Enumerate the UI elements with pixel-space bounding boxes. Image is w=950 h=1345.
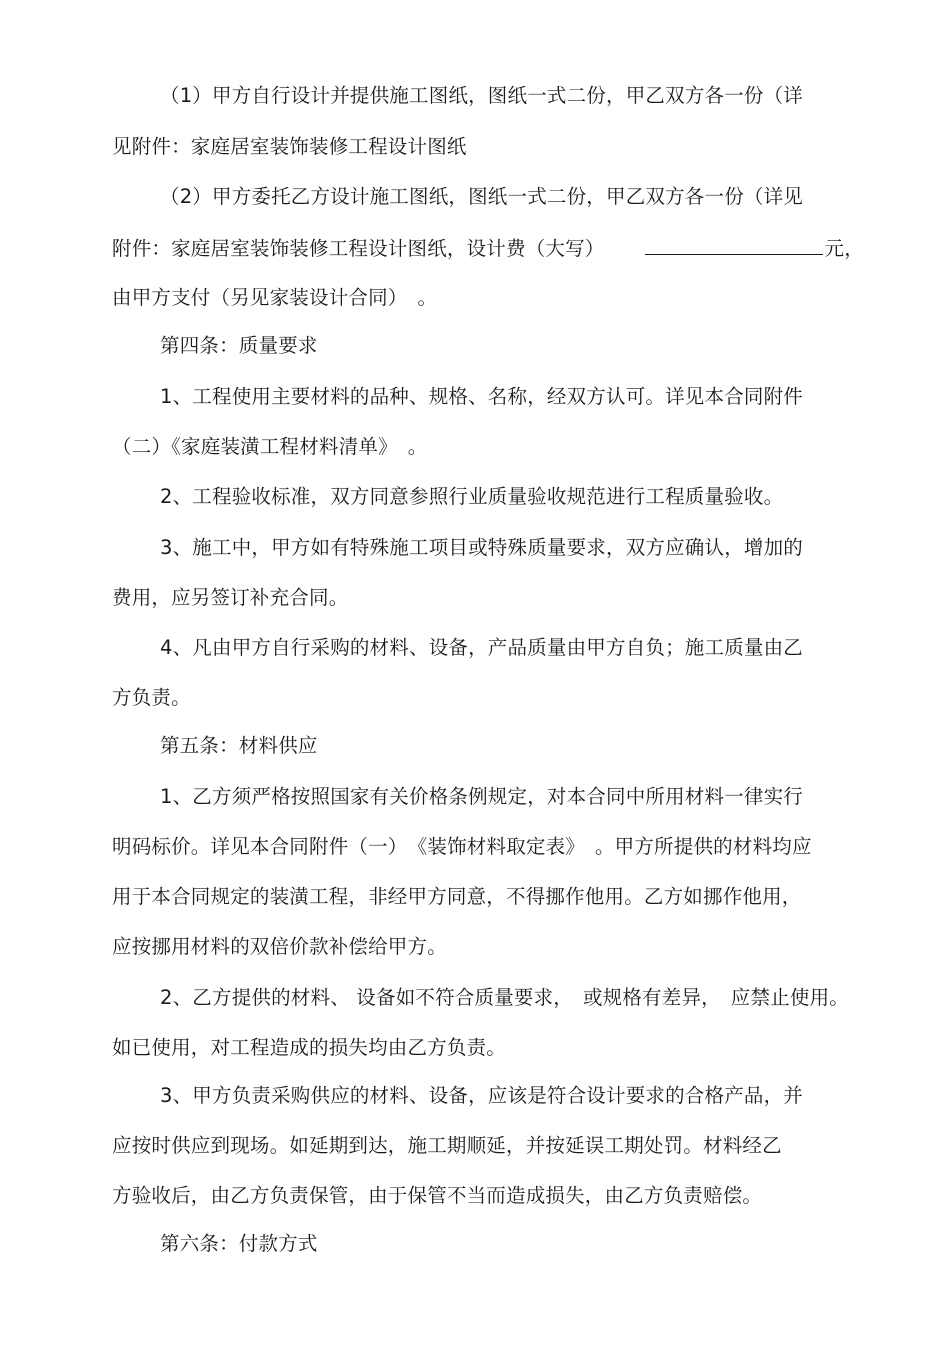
- clause-3-item-1-line-1: （1）甲方自行设计并提供施工图纸，图纸一式二份，甲乙双方各一份（详: [160, 84, 804, 107]
- article-5-item-1-line-2: 明码标价。详见本合同附件（一） 《装饰材料取定表》 。甲方所提供的材料均应: [112, 835, 812, 858]
- clause-3-item-1-line-2: 见附件：家庭居室装饰装修工程设计图纸: [112, 135, 467, 158]
- article-4-heading: 第四条：质量要求: [160, 334, 318, 357]
- article-5-item-1-line-1: 1、乙方须严格按照国家有关价格条例规定，对本合同中所用材料一律实行: [160, 785, 804, 808]
- article-5-item-2-line-2: 如已使用，对工程造成的损失均由乙方负责。: [112, 1036, 507, 1059]
- design-fee-blank: [645, 234, 823, 255]
- article-4-item-2: 2、工程验收标准，双方同意参照行业质量验收规范进行工程质量验收。: [160, 485, 784, 508]
- article-5-item-1-line-3: 用于本合同规定的装潢工程，非经甲方同意，不得挪作他用。乙方如挪作他用，: [112, 885, 802, 908]
- article-4-item-1-line-1: 1、工程使用主要材料的品种、规格、名称，经双方认可。详见本合同附件: [160, 385, 804, 408]
- article-4-item-3-line-2: 费用，应另签订补充合同。: [112, 586, 349, 609]
- clause-3-item-2-line-3: 由甲方支付（另见家装设计合同） 。: [112, 286, 438, 309]
- clause-3-item-2-line-1: （2）甲方委托乙方设计施工图纸，图纸一式二份，甲乙双方各一份（详见: [160, 185, 804, 208]
- article-4-item-4-line-1: 4、凡由甲方自行采购的材料、设备，产品质量由甲方自负；施工质量由乙: [160, 636, 804, 659]
- article-6-heading: 第六条：付款方式: [160, 1232, 318, 1255]
- article-5-item-3-line-3: 方验收后，由乙方负责保管，由于保管不当而造成损失，由乙方负责赔偿。: [112, 1184, 763, 1207]
- article-5-heading: 第五条：材料供应: [160, 734, 318, 757]
- article-4-item-1-line-2: （二）《家庭装潢工程材料清单》 。: [112, 435, 428, 458]
- article-5-item-1-line-4: 应按挪用材料的双倍价款补偿给甲方。: [112, 935, 447, 958]
- article-4-item-3-line-1: 3、施工中，甲方如有特殊施工项目或特殊质量要求，双方应确认，增加的: [160, 536, 804, 559]
- design-fee-text: 附件：家庭居室装饰装修工程设计图纸，设计费（大写）: [112, 237, 605, 260]
- article-4-item-4-line-2: 方负责。: [112, 686, 191, 709]
- design-fee-unit: 元，: [824, 237, 864, 260]
- article-5-item-3-line-1: 3、甲方负责采购供应的材料、设备，应该是符合设计要求的合格产品，并: [160, 1084, 804, 1107]
- article-5-item-2-line-1: 2、乙方提供的材料、 设备如不符合质量要求， 或规格有差异， 应禁止使用。: [160, 986, 850, 1009]
- clause-3-item-2-line-2: [112, 234, 864, 262]
- article-5-item-3-line-2: 应按时供应到现场。如延期到达，施工期顺延，并按延误工期处罚。材料经乙: [112, 1134, 782, 1157]
